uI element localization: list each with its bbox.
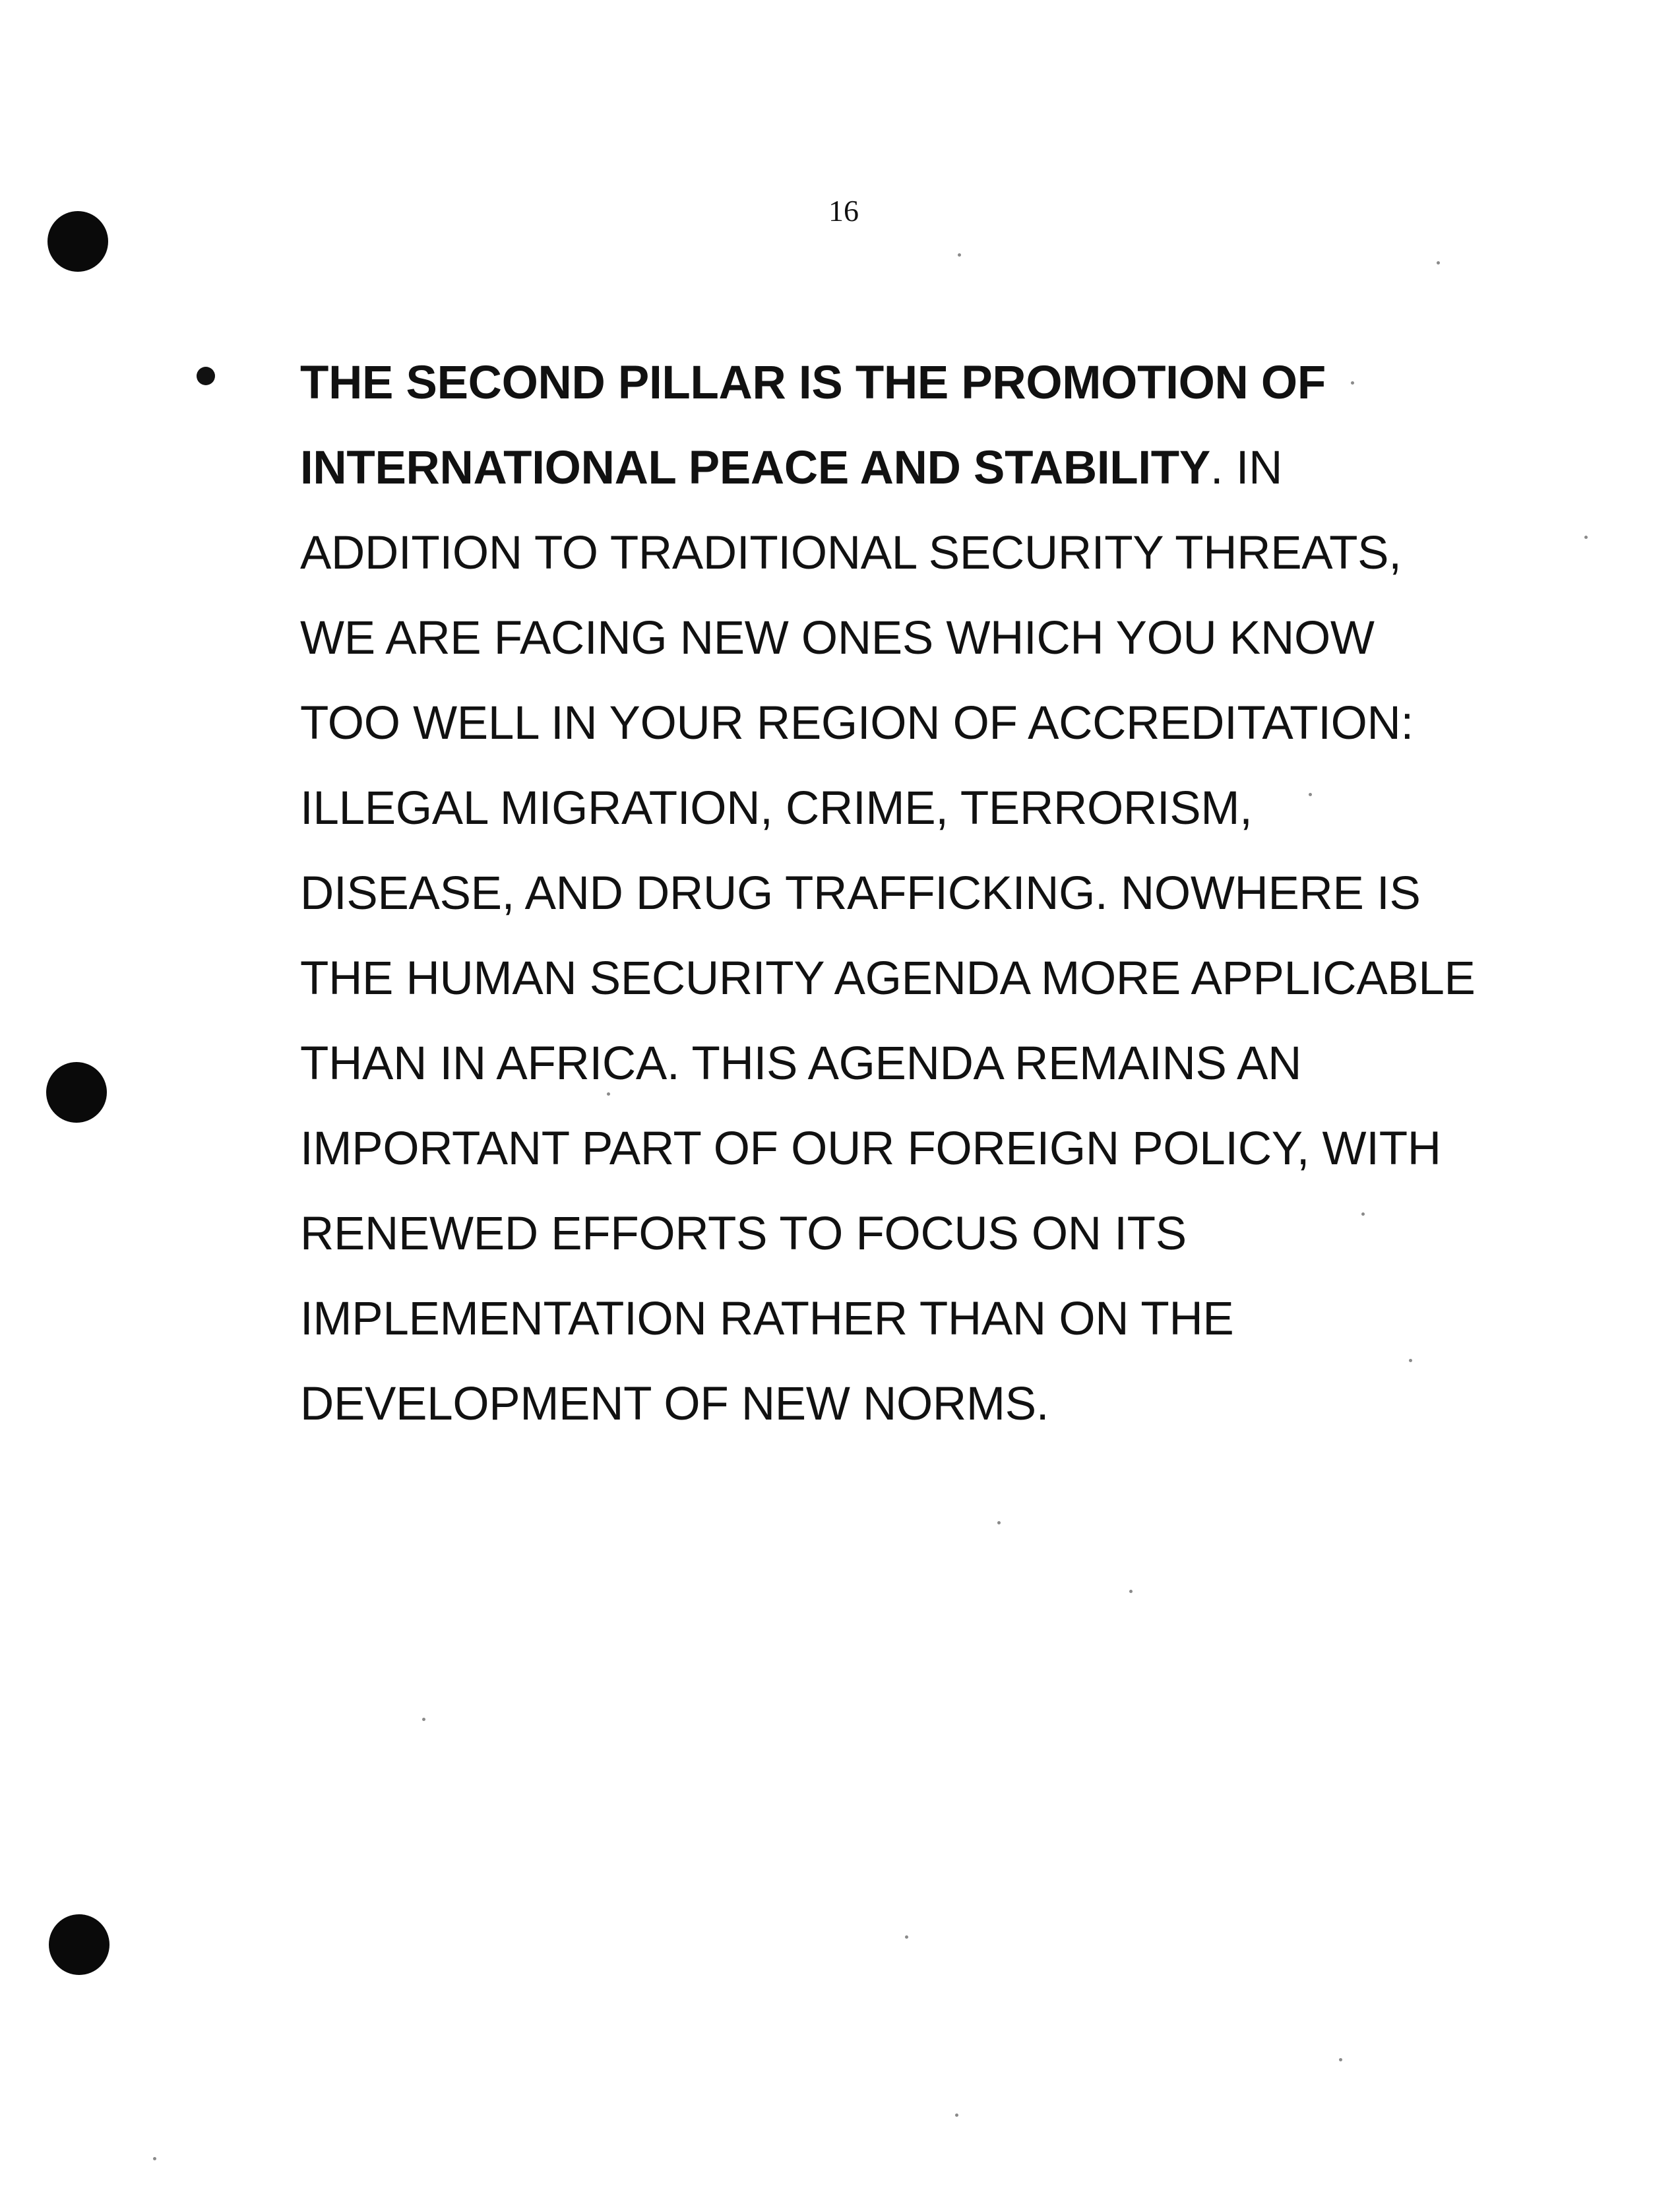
scan-speck (955, 2114, 958, 2117)
body-text: THE HUMAN SECURITY AGENDA MORE APPLICABLE (300, 953, 1476, 1005)
body-text: TOO WELL IN YOUR REGION OF ACCREDITATION: (300, 697, 1414, 749)
scan-speck (1129, 1590, 1133, 1593)
body-text: RENEWED EFFORTS TO FOCUS ON ITS (300, 1208, 1187, 1260)
paragraph-line (300, 1119, 1540, 1204)
body-paragraph (300, 353, 1540, 1459)
scan-speck (607, 1092, 610, 1096)
punch-hole (49, 1914, 109, 1975)
scan-speck (1409, 1359, 1412, 1362)
scan-speck (1361, 1212, 1365, 1216)
page-number: 16 (828, 194, 859, 228)
scan-speck (905, 1935, 908, 1939)
body-text: THAN IN AFRICA. THIS AGENDA REMAINS AN (300, 1038, 1302, 1090)
paragraph-line (300, 949, 1540, 1034)
bold-text: INTERNATIONAL PEACE AND STABILITY (300, 442, 1210, 494)
body-text: IMPLEMENTATION RATHER THAN ON THE (300, 1293, 1234, 1345)
bold-text: THE SECOND PILLAR IS THE PROMOTION OF (300, 357, 1326, 409)
body-text: ILLEGAL MIGRATION, CRIME, TERRORISM, (300, 782, 1253, 834)
body-text: . IN (1210, 442, 1283, 494)
scan-speck (958, 253, 961, 257)
paragraph-line (300, 1204, 1540, 1289)
paragraph-line (300, 1374, 1540, 1459)
paragraph-line (300, 1289, 1540, 1374)
paragraph-line (300, 608, 1540, 693)
paragraph-line (300, 863, 1540, 949)
paragraph-line (300, 353, 1540, 438)
scan-speck (1339, 2058, 1342, 2061)
paragraph-line (300, 523, 1540, 608)
body-text: DEVELOPMENT OF NEW NORMS. (300, 1378, 1049, 1430)
paragraph-line (300, 778, 1540, 863)
paragraph-line (300, 693, 1540, 778)
paragraph-line (300, 1034, 1540, 1119)
scan-speck (1309, 793, 1312, 796)
scan-speck (422, 1718, 425, 1721)
scan-speck (1437, 261, 1440, 265)
body-text: IMPORTANT PART OF OUR FOREIGN POLICY, WITH (300, 1123, 1441, 1175)
paragraph-line (300, 438, 1540, 523)
scan-speck (1351, 381, 1354, 385)
punch-hole (46, 1062, 107, 1123)
scan-speck (997, 1521, 1001, 1524)
bullet-icon (197, 367, 215, 385)
scan-speck (1584, 536, 1588, 539)
body-text: DISEASE, AND DRUG TRAFFICKING. NOWHERE IS (300, 867, 1421, 920)
scan-speck (153, 2157, 156, 2160)
body-text: ADDITION TO TRADITIONAL SECURITY THREATS, (300, 527, 1402, 579)
body-text: WE ARE FACING NEW ONES WHICH YOU KNOW (300, 612, 1375, 664)
punch-hole (47, 211, 108, 272)
